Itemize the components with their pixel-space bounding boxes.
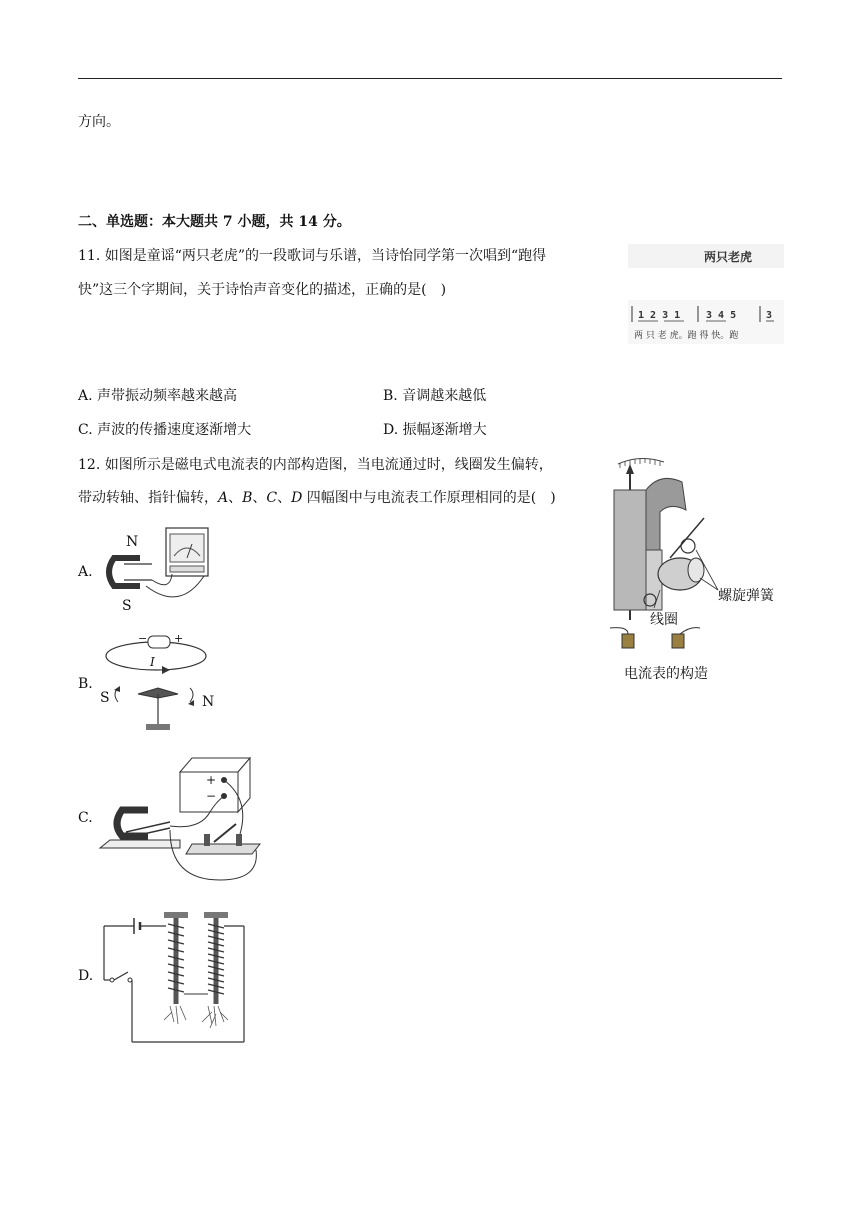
q11-option-c[interactable]: C. 声波的传播速度逐渐增大	[78, 422, 252, 438]
score-notes-1: 1 2 3 1	[638, 310, 681, 321]
opt-b-current: I	[150, 655, 155, 669]
continuation-text: 方向。	[78, 114, 120, 130]
opt-b-minus: −	[138, 632, 148, 645]
q12-option-b-figure	[98, 628, 222, 736]
opt-c-plus: +	[206, 773, 217, 787]
q12-line1: 12. 如图所示是磁电式电流表的内部构造图，当电流通过时，线圈发生偏转，	[78, 457, 553, 473]
score-lyrics: 两 只 老 虎。跑 得 快。跑	[634, 331, 739, 341]
q11-line2: 快”这三个字期间，关于诗怡声音变化的描述，正确的是( )	[78, 282, 447, 298]
q12-line2: 带动转轴、指针偏转，𝐴、𝐵、𝐶、𝐷 四幅图中与电流表工作原理相同的是( )	[78, 490, 556, 506]
q12-option-c-figure	[100, 750, 268, 890]
opt-b-s-label: S	[100, 690, 110, 706]
spring-label: 螺旋弹簧	[718, 588, 774, 604]
score-title: 两只老虎	[703, 250, 753, 264]
q11-option-d[interactable]: D. 振幅逐渐增大	[383, 422, 487, 438]
coil-label: 线圈	[650, 612, 678, 628]
header-rule	[78, 78, 782, 79]
q12-option-a-label[interactable]: A.	[78, 564, 93, 580]
q11-score-figure	[628, 244, 784, 344]
score-notes-3: 3	[766, 310, 773, 321]
q12-option-c-label[interactable]: C.	[78, 810, 93, 826]
q11-line1: 11. 如图是童谣“两只老虎”的一段歌词与乐谱，当诗怡同学第一次唱到“跑得	[78, 248, 547, 264]
opt-b-n-label: N	[202, 694, 215, 710]
opt-b-plus: +	[174, 632, 184, 645]
ammeter-construction-figure	[600, 450, 800, 690]
q12-option-a-figure	[100, 522, 212, 612]
q12-option-b-label[interactable]: B.	[78, 676, 93, 692]
opt-c-minus: −	[206, 789, 217, 803]
q12-option-d-figure	[100, 908, 250, 1046]
ammeter-caption: 电流表的构造	[624, 666, 708, 682]
section-heading: 二、单选题：本大题共 7 小题，共 14 分。	[78, 214, 351, 230]
opt-a-n-label: N	[126, 534, 139, 550]
opt-a-s-label: S	[122, 598, 132, 614]
q11-option-a[interactable]: A. 声带振动频率越来越高	[78, 388, 238, 404]
q11-option-b[interactable]: B. 音调越来越低	[383, 388, 487, 404]
score-notes-2: 3 4 5	[706, 310, 737, 321]
q12-option-d-label[interactable]: D.	[78, 968, 94, 984]
